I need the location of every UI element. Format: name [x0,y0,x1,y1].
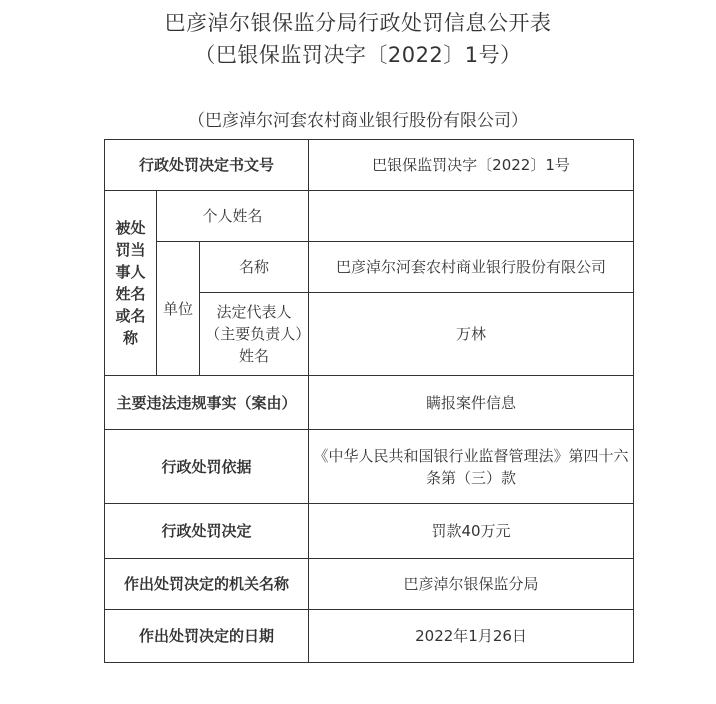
basis-label: 行政处罚依据 [105,430,309,504]
authority-label: 作出处罚决定的机关名称 [105,559,309,610]
date-value: 2022年1月26日 [309,610,634,663]
date-label: 作出处罚决定的日期 [105,610,309,663]
page-subtitle: （巴彦淖尔河套农村商业银行股份有限公司） [188,111,528,131]
table-row [105,559,634,610]
unit-name-value: 巴彦淖尔河套农村商业银行股份有限公司 [309,242,634,293]
decision-value: 罚款40万元 [309,504,634,559]
unit-label: 单位 [157,242,200,376]
penalty-info-table [104,139,634,663]
party-label: 被处罚当事人姓名或名称 [105,191,157,376]
legal-rep-value: 万林 [309,293,634,376]
table-row [105,242,634,293]
page-title: 巴彦淖尔银保监分局行政处罚信息公开表 [164,11,552,35]
authority-value: 巴彦淖尔银保监分局 [309,559,634,610]
table-row [105,376,634,430]
table-row [105,504,634,559]
facts-label: 主要违法违规事实（案由） [105,376,309,430]
decision-label: 行政处罚决定 [105,504,309,559]
table-row [105,610,634,663]
table-row [105,191,634,242]
basis-value: 《中华人民共和国银行业监督管理法》第四十六条第（三）款 [309,430,634,504]
facts-value: 瞒报案件信息 [309,376,634,430]
doc-number-label: 行政处罚决定书文号 [105,140,309,191]
individual-name-label: 个人姓名 [157,191,309,242]
unit-name-label: 名称 [200,242,309,293]
table-row [105,140,634,191]
document-number-title: （巴银保监罚决字〔2022〕1号） [194,43,522,67]
legal-rep-label: 法定代表人（主要负责人）姓名 [200,293,309,376]
table-row [105,430,634,504]
individual-name-value [309,191,634,242]
doc-number-value: 巴银保监罚决字〔2022〕1号 [309,140,634,191]
